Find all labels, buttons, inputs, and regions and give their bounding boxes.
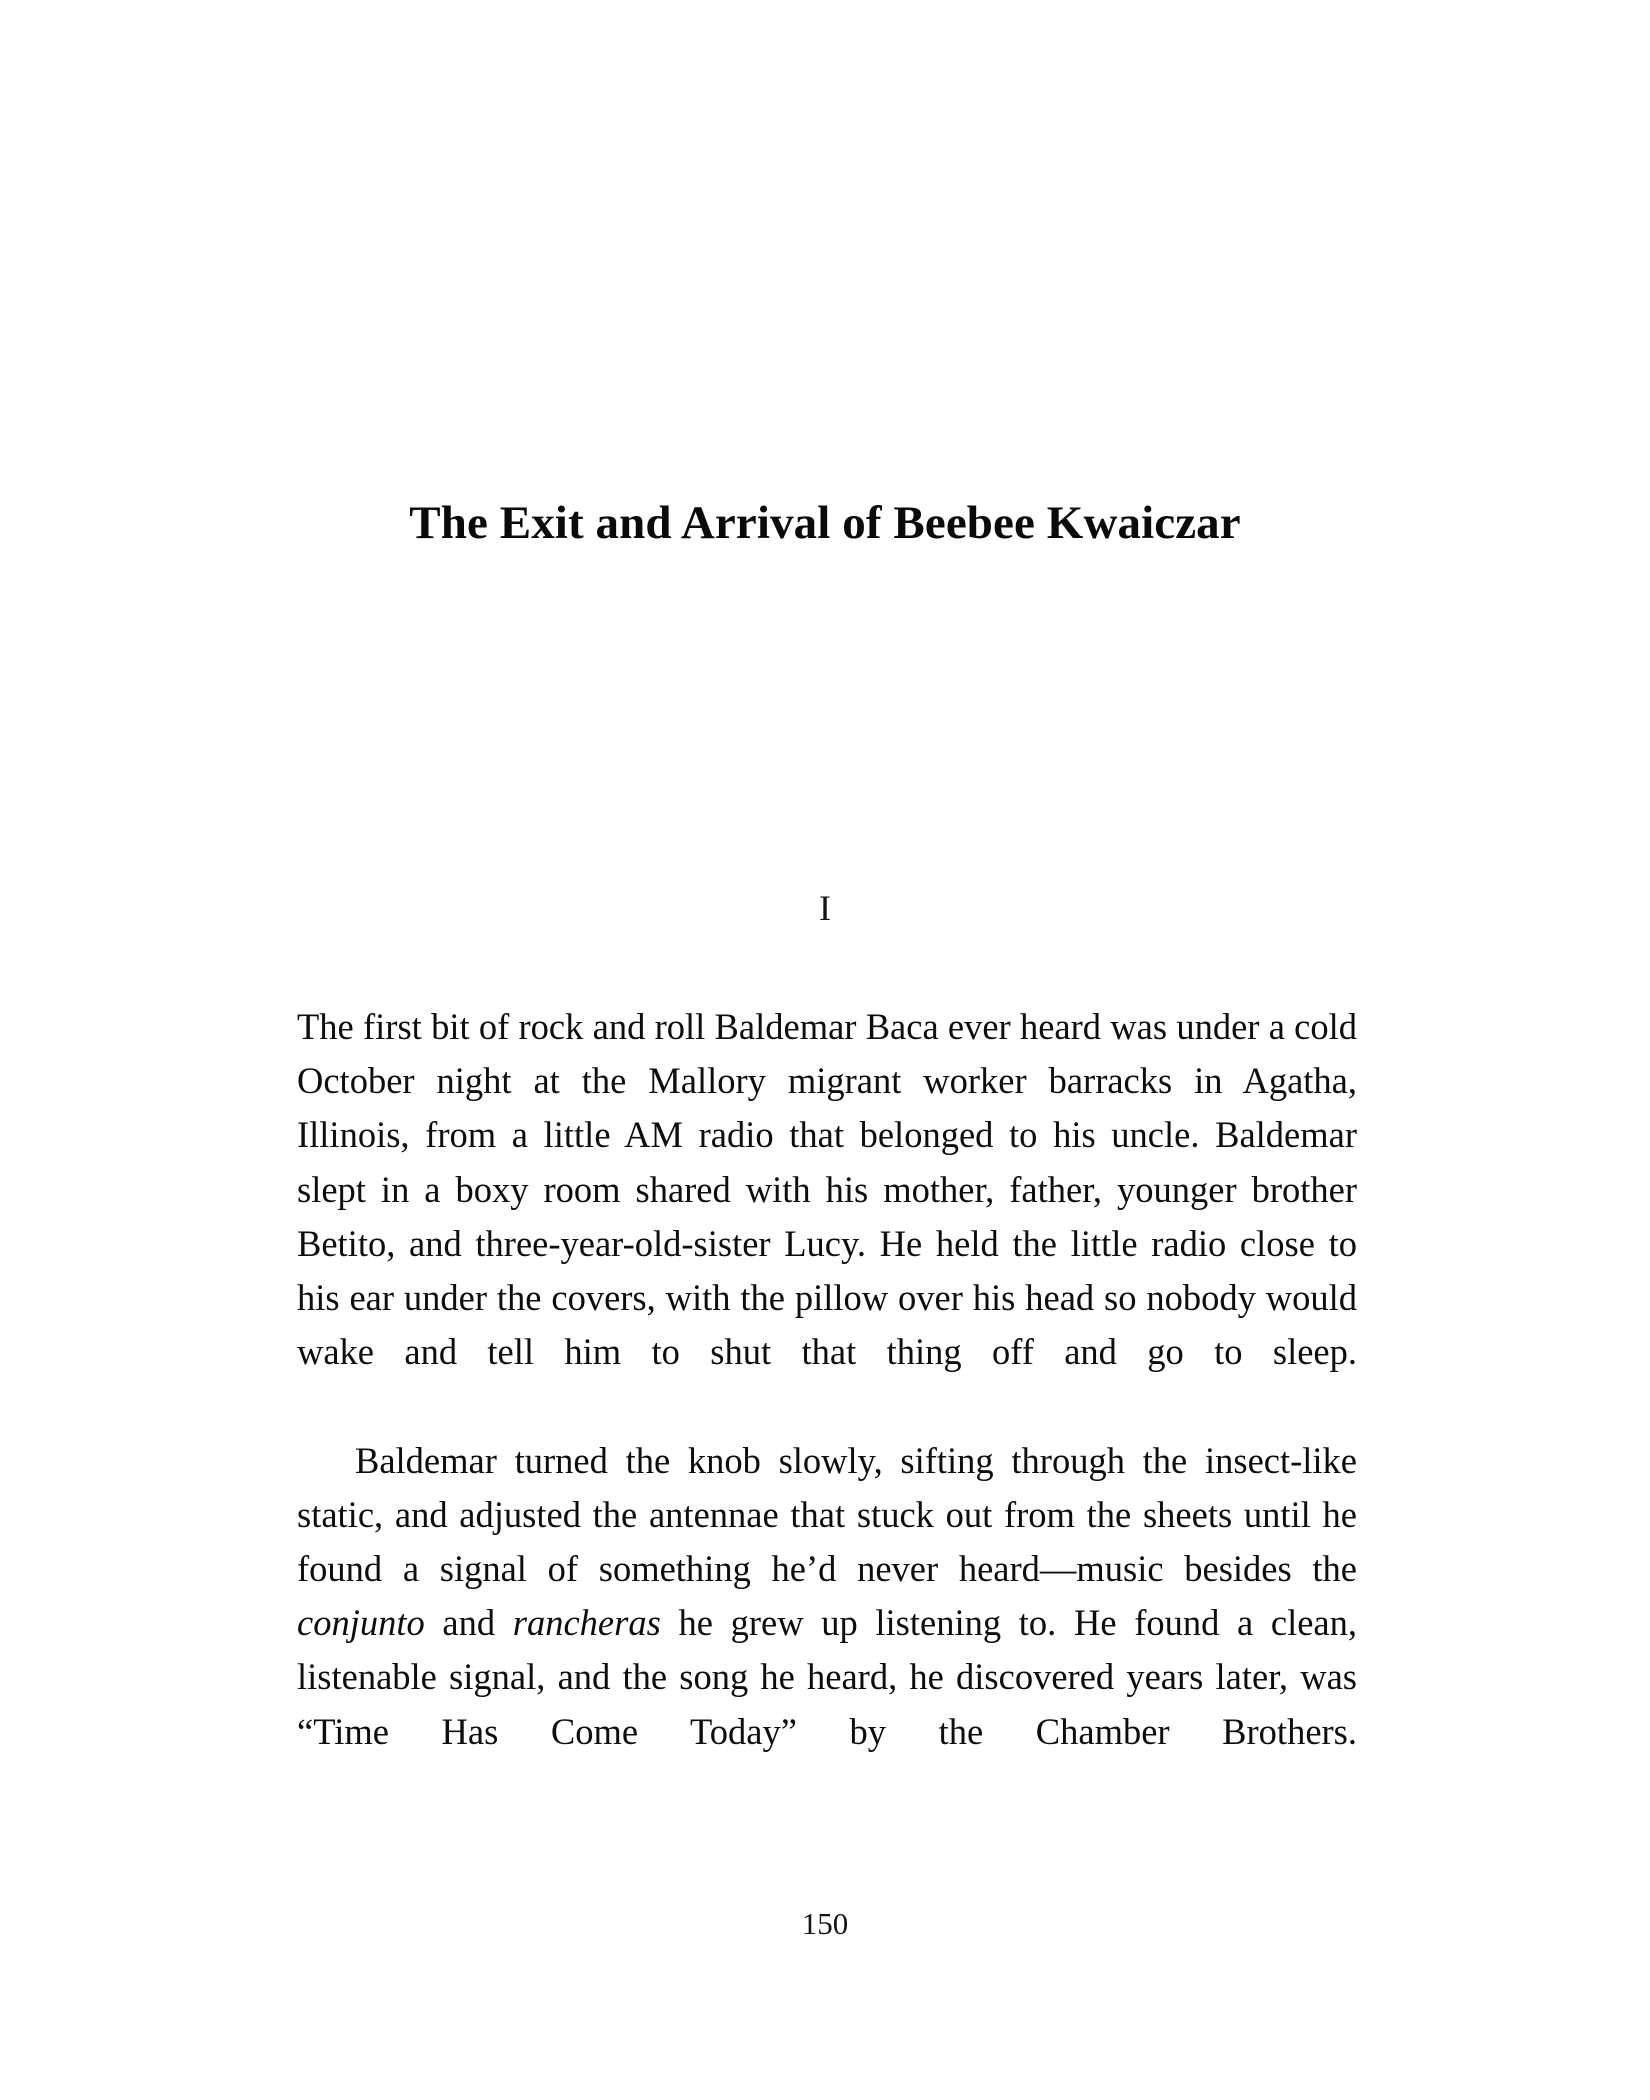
text-run: and <box>424 1602 513 1644</box>
body-text <box>297 1000 1357 1813</box>
text-run: The first bit of rock and roll Baldemar Baca ever heard was under a cold October night at the Mallory migrant worker barracks in Agatha, Illinois, from a little AM radio that belonged to his uncle. Baldemar slept in a boxy room shared with his mother, father, younger brother Betito, and three-year-old-sister Lucy. He held the little radio close to his ear under the covers, with the pillow over his head so nobody would wake and tell him to shut that thing off and go to sleep. <box>297 1006 1357 1373</box>
page-number: 150 <box>801 1906 849 1941</box>
text-run: Baldemar turned the knob slowly, sifting through the insect-like static, and adjusted the antennae that stuck out from the sheets until he found a signal of something he’d never heard—music besides the <box>297 1439 1357 1590</box>
text-run: he grew up listening to. He found a clean, listenable signal, and the song he heard, he discovered years later, was “Time Has Come Today” by the Chamber Brothers. <box>297 1602 1357 1752</box>
italic-term: conjunto <box>297 1602 425 1644</box>
page-title: The Exit and Arrival of Beebee Kwaiczar <box>409 497 1241 550</box>
paragraph-2 <box>297 1434 1357 1813</box>
italic-term: rancheras <box>512 1602 661 1644</box>
paragraph-1 <box>297 1000 1357 1434</box>
section-number: I <box>819 888 831 928</box>
